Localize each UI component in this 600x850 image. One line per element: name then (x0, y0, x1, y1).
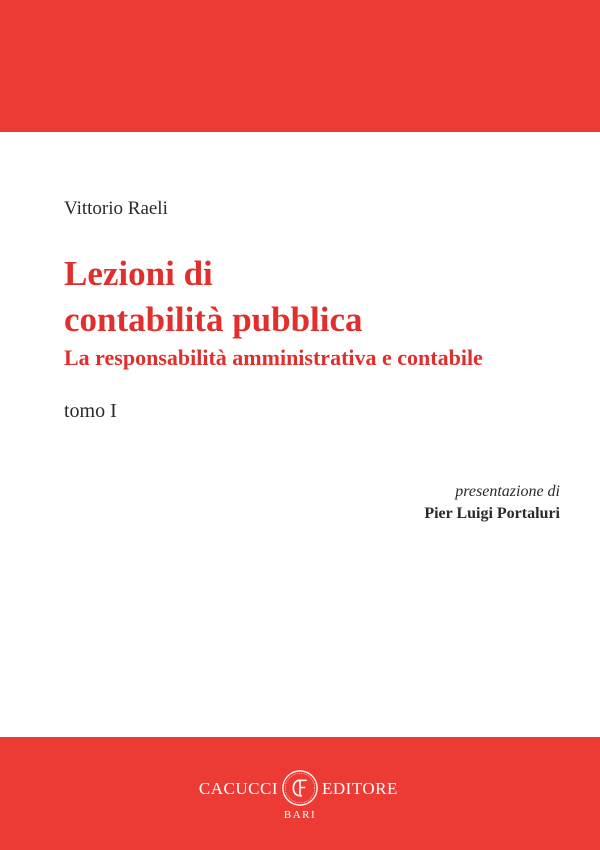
preface-author: Pier Luigi Portaluri (424, 505, 560, 522)
book-title (64, 251, 363, 343)
book-subtitle: La responsabilità amministrativa e contabile (64, 345, 483, 370)
book-title-line-2: contabilità pubblica (64, 300, 363, 339)
publisher-logo (0, 765, 600, 825)
publisher-name-right: EDITORE (322, 779, 398, 798)
publisher-name-left: CACUCCI (198, 779, 278, 798)
book-title-line-1: Lezioni di (64, 254, 213, 293)
top-red-band (0, 0, 600, 132)
volume-label: tomo I (64, 400, 117, 422)
publisher-seal-icon (281, 769, 319, 807)
preface-label: presentazione di (455, 483, 560, 500)
author-name: Vittorio Raeli (64, 198, 168, 219)
preface-credit (424, 481, 560, 525)
publisher-city: BARI (283, 809, 317, 821)
